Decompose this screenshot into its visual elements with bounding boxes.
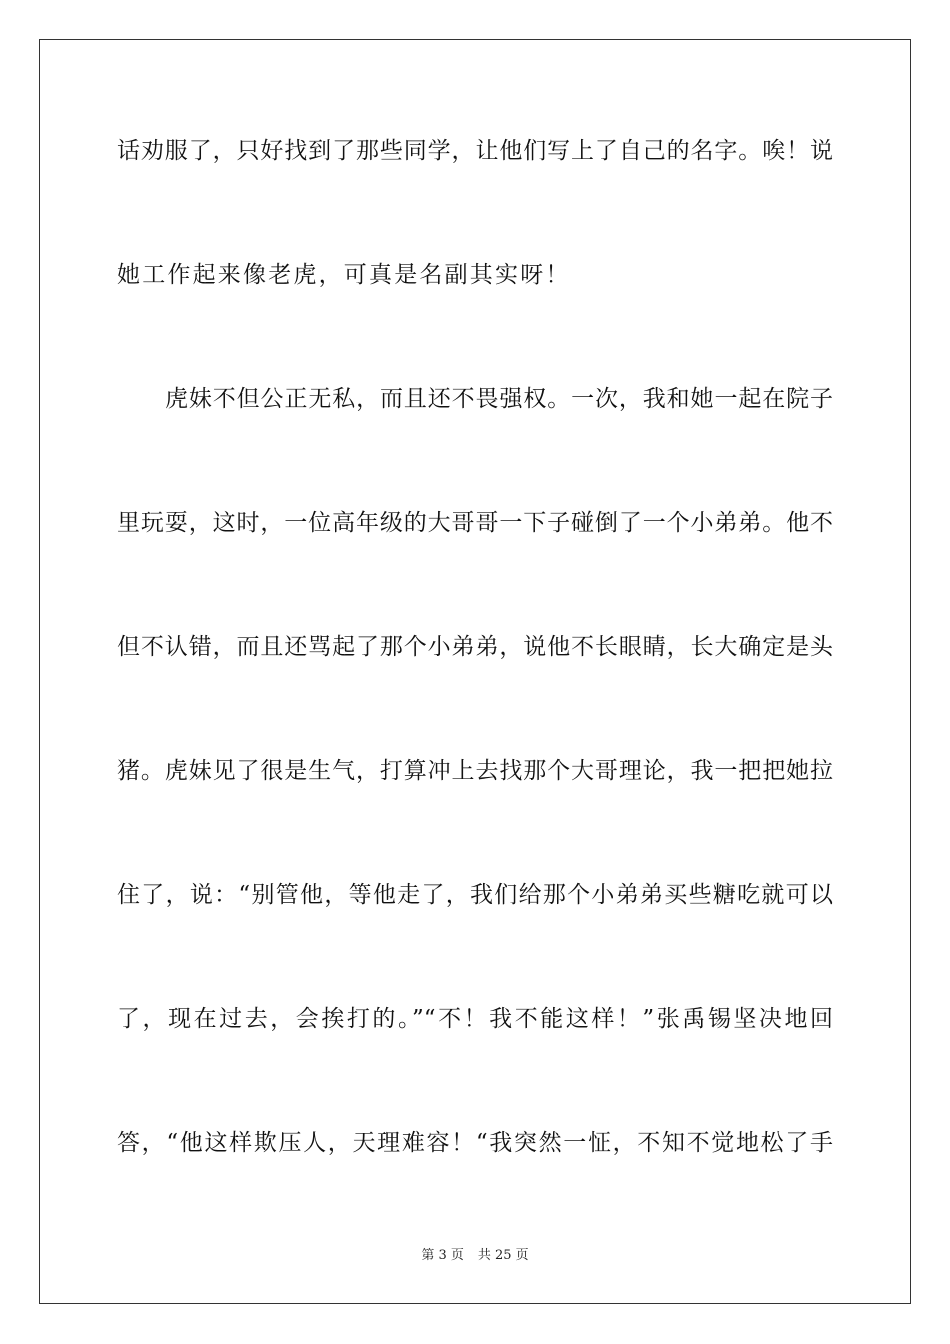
text-line-5: 但不认错，而且还骂起了那个小弟弟，说他不长眼睛，长大确定是头 bbox=[117, 634, 833, 660]
text-line-6: 猪。虎妹见了很是生气，打算冲上去找那个大哥理论，我一把把她拉 bbox=[117, 758, 833, 784]
text-line-7: 住了，说：“别管他，等他走了，我们给那个小弟弟买些糖吃就可以 bbox=[117, 882, 833, 908]
page-frame bbox=[39, 39, 911, 1304]
text-line-2: 她工作起来像老虎，可真是名副其实呀！ bbox=[117, 262, 571, 288]
page-number: 第 3 页 bbox=[421, 1248, 464, 1263]
text-line-1: 话劝服了，只好找到了那些同学，让他们写上了自己的名字。唉！说 bbox=[117, 138, 833, 164]
page-total: 共 25 页 bbox=[477, 1248, 529, 1263]
page-footer bbox=[0, 1247, 950, 1265]
text-line-4: 里玩耍，这时，一位高年级的大哥哥一下子碰倒了一个小弟弟。他不 bbox=[117, 510, 833, 536]
text-line-8: 了，现在过去，会挨打的。”“不！我不能这样！”张禹锡坚决地回 bbox=[117, 1006, 833, 1032]
text-line-9: 答，“他这样欺压人，天理难容！“我突然一怔，不知不觉地松了手 bbox=[117, 1130, 833, 1156]
text-line-3: 虎妹不但公正无私，而且还不畏强权。一次，我和她一起在院子 bbox=[165, 386, 833, 412]
